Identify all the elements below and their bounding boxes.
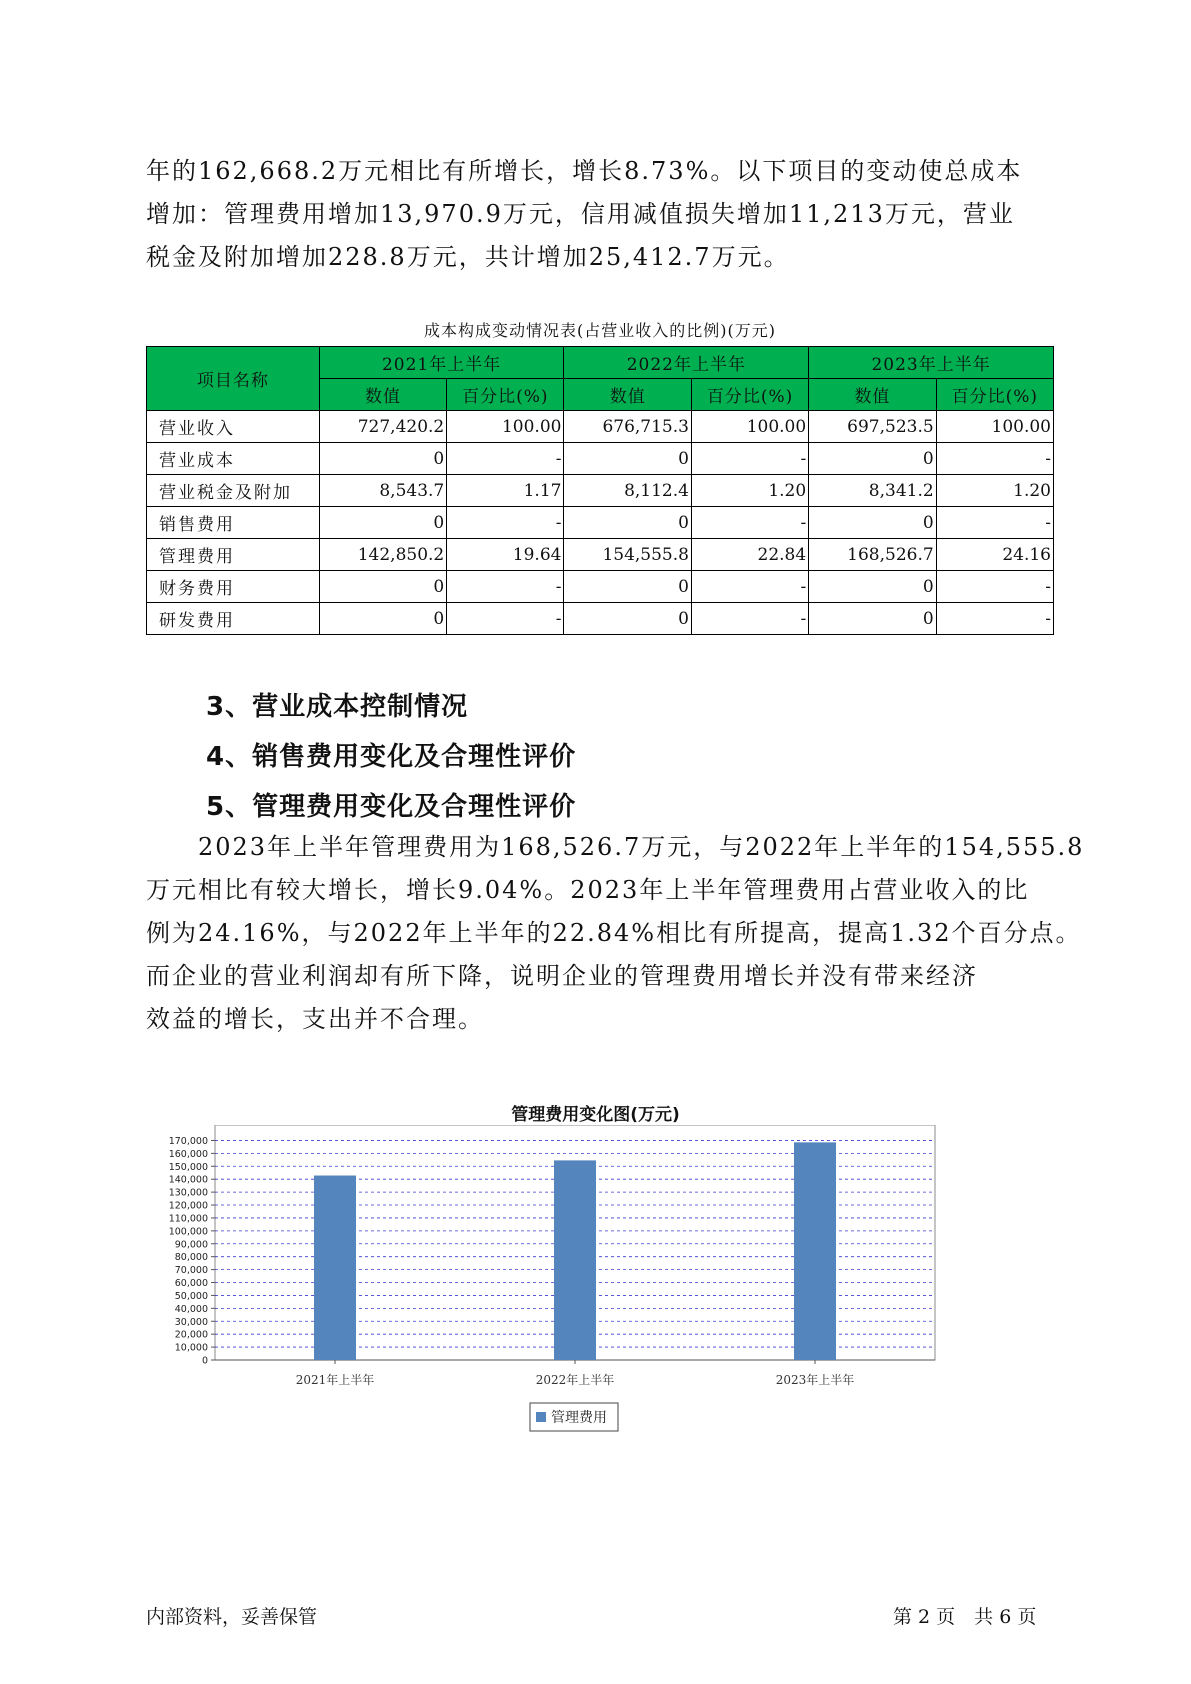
row-item-name: 营业税金及附加: [147, 475, 320, 507]
cell-percent: -: [447, 571, 564, 603]
cell-value: 0: [564, 443, 692, 475]
table-row: [147, 443, 1054, 475]
cell-percent: 1.20: [936, 475, 1053, 507]
cell-percent: -: [447, 603, 564, 635]
analysis-line: 2023年上半年管理费用为168,526.7万元，与2022年上半年的154,555.8: [146, 833, 1085, 861]
table-row: [147, 507, 1054, 539]
cell-value: 154,555.8: [564, 539, 692, 571]
table-row: [147, 571, 1054, 603]
analysis-line: 而企业的营业利润却有所下降，说明企业的管理费用增长并没有带来经济: [146, 962, 978, 990]
cell-value: 0: [809, 571, 937, 603]
cell-value: 8,543.7: [319, 475, 447, 507]
cell-percent: 100.00: [447, 411, 564, 443]
table-row: [147, 539, 1054, 571]
y-tick-label: 30,000: [174, 1316, 208, 1328]
y-tick-label: 150,000: [168, 1161, 208, 1173]
cell-percent: -: [447, 507, 564, 539]
section-heading-3: 3、营业成本控制情况: [206, 692, 469, 722]
header-item-name: 项目名称: [147, 347, 320, 411]
cell-value: 676,715.3: [564, 411, 692, 443]
cell-percent: 24.16: [936, 539, 1053, 571]
cell-value: 697,523.5: [809, 411, 937, 443]
analysis-line: 效益的增长，支出并不合理。: [146, 1005, 484, 1033]
y-tick-label: 80,000: [174, 1252, 208, 1264]
header-year: 2023年上半年: [809, 347, 1054, 379]
section-heading-4: 4、销售费用变化及合理性评价: [206, 742, 577, 772]
y-tick-label: 20,000: [174, 1329, 208, 1341]
cell-percent: 100.00: [936, 411, 1053, 443]
analysis-paragraph: [146, 826, 1085, 1041]
y-tick-label: 100,000: [168, 1226, 208, 1238]
table-row: [147, 603, 1054, 635]
header-percent: 百分比(%): [447, 379, 564, 411]
header-value: 数值: [809, 379, 937, 411]
bar: [314, 1176, 356, 1360]
cell-value: 0: [809, 507, 937, 539]
intro-line: 增加：管理费用增加13,970.9万元，信用减值损失增加11,213万元，营业: [146, 200, 1015, 228]
y-tick-label: 170,000: [168, 1135, 208, 1147]
table-row: [147, 411, 1054, 443]
cell-value: 0: [319, 571, 447, 603]
cell-percent: -: [447, 443, 564, 475]
intro-paragraph: [146, 150, 1066, 279]
cell-value: 0: [564, 507, 692, 539]
cell-percent: -: [936, 571, 1053, 603]
cell-percent: 19.64: [447, 539, 564, 571]
header-value: 数值: [564, 379, 692, 411]
cell-percent: 1.17: [447, 475, 564, 507]
table-body: [147, 411, 1054, 635]
cell-percent: -: [691, 603, 808, 635]
x-tick-label: 2022年上半年: [535, 1373, 615, 1387]
cell-value: 8,341.2: [809, 475, 937, 507]
row-item-name: 研发费用: [147, 603, 320, 635]
header-year: 2021年上半年: [319, 347, 564, 379]
y-tick-label: 140,000: [168, 1174, 208, 1186]
analysis-line: 例为24.16%，与2022年上半年的22.84%相比有所提高，提高1.32个百分点。: [146, 919, 1082, 947]
bar: [554, 1160, 596, 1360]
row-item-name: 销售费用: [147, 507, 320, 539]
cell-value: 0: [319, 507, 447, 539]
cell-value: 0: [564, 603, 692, 635]
cell-value: 8,112.4: [564, 475, 692, 507]
table-caption: 成本构成变动情况表(占营业收入的比例)(万元): [424, 321, 776, 340]
legend-swatch: [536, 1412, 546, 1422]
y-tick-label: 50,000: [174, 1290, 208, 1302]
cell-percent: 100.00: [691, 411, 808, 443]
footer-page-number: 第 2 页 共 6 页: [893, 1606, 1037, 1628]
cell-value: 0: [809, 443, 937, 475]
y-tick-label: 160,000: [168, 1148, 208, 1160]
cell-percent: -: [691, 443, 808, 475]
y-tick-label: 110,000: [168, 1213, 208, 1225]
cell-percent: 1.20: [691, 475, 808, 507]
cell-percent: -: [936, 507, 1053, 539]
header-year: 2022年上半年: [564, 347, 809, 379]
row-item-name: 管理费用: [147, 539, 320, 571]
y-tick-label: 60,000: [174, 1278, 208, 1290]
y-tick-label: 40,000: [174, 1303, 208, 1315]
y-tick-label: 90,000: [174, 1239, 208, 1251]
row-item-name: 营业收入: [147, 411, 320, 443]
cell-value: 0: [809, 603, 937, 635]
row-item-name: 财务费用: [147, 571, 320, 603]
cost-structure-table: [146, 346, 1054, 635]
cell-value: 0: [319, 603, 447, 635]
analysis-line: 万元相比有较大增长，增长9.04%。2023年上半年管理费用占营业收入的比: [146, 876, 1030, 904]
footer-confidential-note: 内部资料，妥善保管: [146, 1606, 318, 1628]
x-tick-label: 2023年上半年: [775, 1373, 855, 1387]
cell-percent: -: [936, 443, 1053, 475]
intro-line: 税金及附加增加228.8万元，共计增加25,412.7万元。: [146, 243, 790, 271]
cell-value: 168,526.7: [809, 539, 937, 571]
cell-percent: -: [691, 507, 808, 539]
section-heading-5: 5、管理费用变化及合理性评价: [206, 792, 577, 822]
intro-line: 年的162,668.2万元相比有所增长，增长8.73%。以下项目的变动使总成本: [146, 157, 1023, 185]
y-tick-label: 0: [201, 1355, 208, 1367]
table-row: [147, 475, 1054, 507]
header-value: 数值: [319, 379, 447, 411]
cell-percent: -: [936, 603, 1053, 635]
cell-value: 727,420.2: [319, 411, 447, 443]
header-percent: 百分比(%): [936, 379, 1053, 411]
cell-value: 142,850.2: [319, 539, 447, 571]
row-item-name: 营业成本: [147, 443, 320, 475]
cell-value: 0: [564, 571, 692, 603]
x-tick-label: 2021年上半年: [295, 1373, 375, 1387]
y-tick-label: 120,000: [168, 1200, 208, 1212]
y-tick-label: 10,000: [174, 1342, 208, 1354]
legend-label: 管理费用: [551, 1410, 607, 1426]
cell-value: 0: [319, 443, 447, 475]
cell-percent: 22.84: [691, 539, 808, 571]
cell-percent: -: [691, 571, 808, 603]
chart-title: 管理费用变化图(万元): [511, 1105, 680, 1125]
y-tick-label: 70,000: [174, 1265, 208, 1277]
admin-expense-bar-chart: [160, 1125, 1030, 1545]
header-percent: 百分比(%): [691, 379, 808, 411]
y-tick-label: 130,000: [168, 1187, 208, 1199]
bar: [794, 1142, 836, 1360]
